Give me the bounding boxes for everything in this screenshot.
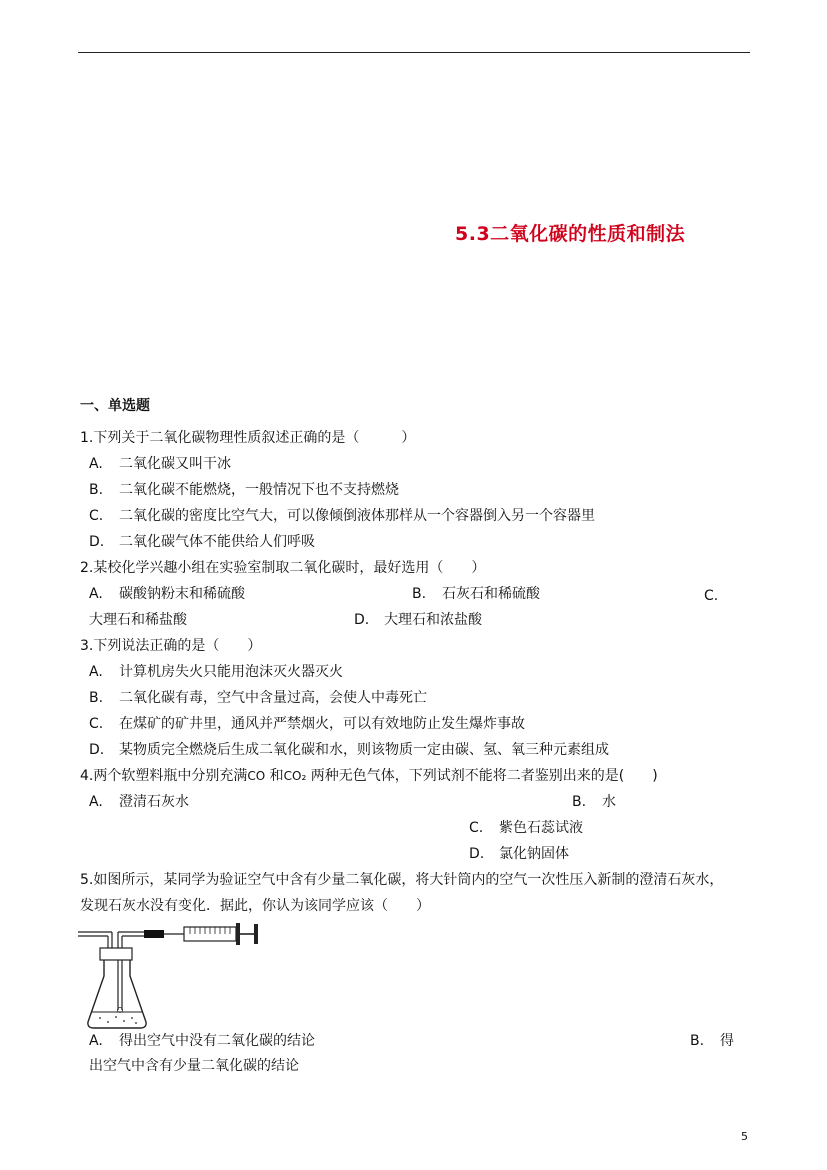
- question-2-option-a[interactable]: [89, 585, 245, 603]
- question-2-option-c-text[interactable]: 大理石和稀盐酸: [89, 612, 187, 628]
- question-3-stem: 3.下列说法正确的是（ ）: [80, 638, 262, 654]
- question-1-option-a[interactable]: [89, 455, 231, 473]
- question-4-option-c[interactable]: [469, 819, 583, 837]
- option-letter: A.: [89, 456, 103, 472]
- option-letter: C.: [89, 716, 104, 732]
- question-5-option-a[interactable]: [89, 1032, 315, 1050]
- page-number: 5: [741, 1130, 748, 1143]
- question-4-stem: [80, 767, 658, 785]
- question-4-option-a[interactable]: [89, 793, 189, 811]
- question-2-stem: 2.某校化学兴趣小组在实验室制取二氧化碳时，最好选用（ ）: [80, 560, 486, 576]
- question-1-option-c[interactable]: [89, 507, 595, 525]
- formula-co2: CO₂: [283, 769, 307, 783]
- option-letter: B.: [89, 482, 104, 498]
- option-letter: D.: [354, 612, 370, 628]
- option-text: 计算机房失火只能用泡沫灭火器灭火: [119, 664, 343, 680]
- question-4-option-d[interactable]: [469, 845, 569, 863]
- option-text: 二氧化碳不能燃烧，一般情况下也不支持燃烧: [119, 482, 399, 498]
- option-text: 二氧化碳又叫干冰: [119, 456, 231, 472]
- option-text: 紫色石蕊试液: [499, 820, 583, 836]
- option-letter: A.: [89, 794, 103, 810]
- page-title: 5.3二氧化碳的性质和制法: [455, 223, 686, 245]
- stem-part: 和: [269, 768, 284, 784]
- question-5-option-b-continued: 出空气中含有少量二氧化碳的结论: [89, 1058, 299, 1074]
- option-letter: B.: [89, 690, 104, 706]
- question-5-stem-line1: 5.如图所示，某同学为验证空气中含有少量二氧化碳，将大针筒内的空气一次性压入新制的澄清石灰水，: [80, 872, 724, 888]
- question-2-option-c-letter[interactable]: C.: [704, 588, 719, 604]
- question-1-stem: 1.下列关于二氧化碳物理性质叙述正确的是（ ）: [80, 430, 416, 446]
- question-2-option-d[interactable]: [354, 611, 482, 629]
- question-1-option-b[interactable]: [89, 481, 399, 499]
- option-letter: A.: [89, 1033, 103, 1049]
- question-5-stem-line2: 发现石灰水没有变化．据此，你认为该同学应该（ ）: [80, 898, 430, 914]
- option-letter: C.: [469, 820, 484, 836]
- option-text: 得: [720, 1033, 734, 1049]
- question-3-option-d[interactable]: [89, 741, 609, 759]
- question-4-option-b[interactable]: [572, 793, 616, 811]
- option-letter: B.: [412, 586, 427, 602]
- question-1-option-d[interactable]: [89, 533, 315, 551]
- option-letter: D.: [89, 742, 105, 758]
- option-letter: A.: [89, 664, 103, 680]
- option-text: 氯化钠固体: [499, 846, 569, 862]
- option-letter: D.: [89, 534, 105, 550]
- option-text: 碳酸钠粉末和稀硫酸: [119, 586, 245, 602]
- option-text: 澄清石灰水: [119, 794, 189, 810]
- stem-part: 两种无色气体，下列试剂不能将二者鉴别出来的是( ): [310, 768, 658, 784]
- option-text: 得出空气中没有二氧化碳的结论: [119, 1033, 315, 1049]
- question-5-option-b[interactable]: [690, 1032, 734, 1050]
- question-3-option-b[interactable]: [89, 689, 427, 707]
- option-text: 水: [602, 794, 616, 810]
- question-3-option-a[interactable]: [89, 663, 343, 681]
- option-letter: C.: [89, 508, 104, 524]
- option-text: 二氧化碳气体不能供给人们呼吸: [119, 534, 315, 550]
- option-letter: B.: [690, 1033, 705, 1049]
- option-text: 某物质完全燃烧后生成二氧化碳和水，则该物质一定由碳、氢、氧三种元素组成: [119, 742, 609, 758]
- question-3-option-c[interactable]: [89, 715, 525, 733]
- option-letter: D.: [469, 846, 485, 862]
- option-text: 二氧化碳的密度比空气大，可以像倾倒液体那样从一个容器倒入另一个容器里: [119, 508, 595, 524]
- option-text: 二氧化碳有毒，空气中含量过高，会使人中毒死亡: [119, 690, 427, 706]
- question-2-option-b[interactable]: [412, 585, 540, 603]
- option-letter: A.: [89, 586, 103, 602]
- experiment-apparatus-diagram: [78, 918, 264, 1030]
- section-heading: 一、单选题: [80, 398, 150, 414]
- option-text: 在煤矿的矿井里，通风并严禁烟火，可以有效地防止发生爆炸事故: [119, 716, 525, 732]
- option-text: 石灰石和稀硫酸: [442, 586, 540, 602]
- header-rule: [78, 52, 750, 53]
- formula-co: CO: [247, 769, 266, 783]
- stem-part: 4.两个软塑料瓶中分别充满: [80, 768, 248, 784]
- option-letter: B.: [572, 794, 587, 810]
- option-text: 大理石和浓盐酸: [384, 612, 482, 628]
